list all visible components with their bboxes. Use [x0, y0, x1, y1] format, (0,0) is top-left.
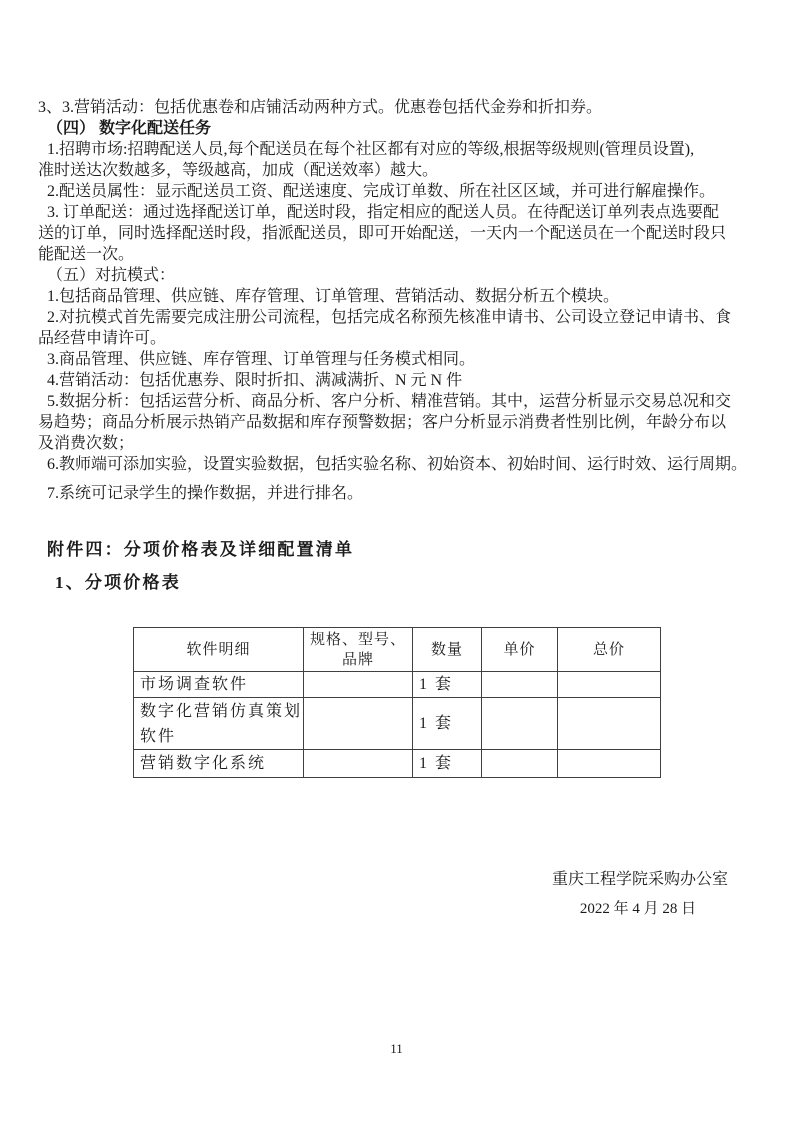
cell-unit-price: [482, 750, 558, 778]
body-line: 4.营销活动：包括优惠券、限时折扣、满减满折、N 元 N 件: [47, 372, 463, 389]
cell-qty: 1 套: [413, 750, 482, 778]
body-line: 5.数据分析：包括运营分析、商品分析、客户分析、精准营销。其中，运营分析显示交易总况和交: [47, 393, 732, 410]
body-line: （五）对抗模式：: [47, 267, 176, 284]
cell-unit-price: [482, 698, 558, 750]
cell-name: 市场调查软件: [134, 672, 304, 698]
cell-spec: [304, 672, 413, 698]
body-line: 能配送一次。: [38, 246, 135, 263]
table-row: [134, 750, 661, 778]
table-row: [134, 698, 661, 750]
body-line: 准时送达次数越多，等级越高，加成（配送效率）越大。: [38, 162, 439, 179]
cell-qty: 1 套: [413, 698, 482, 750]
table-header-row: [134, 628, 661, 672]
body-line: 1.包括商品管理、供应链、库存管理、订单管理、营销活动、数据分析五个模块。: [47, 288, 620, 305]
body-line: 3.商品管理、供应链、库存管理、订单管理与任务模式相同。: [47, 351, 476, 368]
cell-name: 数字化营销仿真策划软件: [134, 698, 304, 750]
signature-date: 2022 年 4 月 28 日: [579, 901, 697, 917]
cell-qty: 1 套: [413, 672, 482, 698]
body-line: 7.系统可记录学生的操作数据，并进行排名。: [47, 485, 364, 502]
table-row: [134, 672, 661, 698]
section-heading: 1、分项价格表: [55, 573, 181, 592]
body-line: 及消费次数；: [38, 435, 135, 452]
body-line: 3、3.营销活动：包括优惠卷和店铺活动两种方式。优惠卷包括代金券和折扣券。: [38, 99, 603, 116]
body-text-block: [0, 97, 793, 504]
body-line: 品经营申请许可。: [38, 330, 167, 347]
body-line: 1.招聘市场:招聘配送人员,每个配送员在每个社区都有对应的等级,根据等级规则(管理员设置),: [47, 141, 695, 158]
cell-name: 营销数字化系统: [134, 750, 304, 778]
body-line: 易趋势；商品分析展示热销产品数据和库存预警数据；客户分析显示消费者性别比例，年龄分布以: [38, 414, 727, 431]
column-header: 数量: [413, 628, 482, 672]
cell-total-price: [558, 750, 661, 778]
cell-spec: [304, 750, 413, 778]
column-header: 软件明细: [134, 628, 304, 672]
body-line: 6.教师端可添加实验，设置实验数据，包括实验名称、初始资本、初始时间、运行时效、运行周期。: [47, 456, 748, 473]
cell-spec: [304, 698, 413, 750]
column-header: 总价: [558, 628, 661, 672]
signature-org: 重庆工程学院采购办公室: [551, 871, 728, 888]
column-header: 单价: [482, 628, 558, 672]
body-line: 2.对抗模式首先需要完成注册公司流程，包括完成名称预先核准申请书、公司设立登记申请书、食: [47, 309, 732, 326]
signature-block: [548, 871, 728, 918]
column-header: 规格、型号、品牌: [304, 628, 413, 672]
body-line: 2.配送员属性：显示配送员工资、配送速度、完成订单数、所在社区区域，并可进行解雇操作。: [47, 183, 716, 200]
price-table: [133, 627, 661, 778]
body-line: 送的订单，同时选择配送时段，指派配送员，即可开始配送，一天内一个配送员在一个配送时段只: [38, 225, 727, 242]
body-line: （四） 数字化配送任务: [47, 120, 212, 137]
cell-total-price: [558, 672, 661, 698]
body-line: 3. 订单配送：通过选择配送订单，配送时段，指定相应的配送人员。在待配送订单列表点选要配: [47, 204, 720, 221]
cell-total-price: [558, 698, 661, 750]
cell-unit-price: [482, 672, 558, 698]
attachment-heading: 附件四：分项价格表及详细配置清单: [47, 540, 355, 559]
page-number: 11: [390, 1041, 403, 1056]
